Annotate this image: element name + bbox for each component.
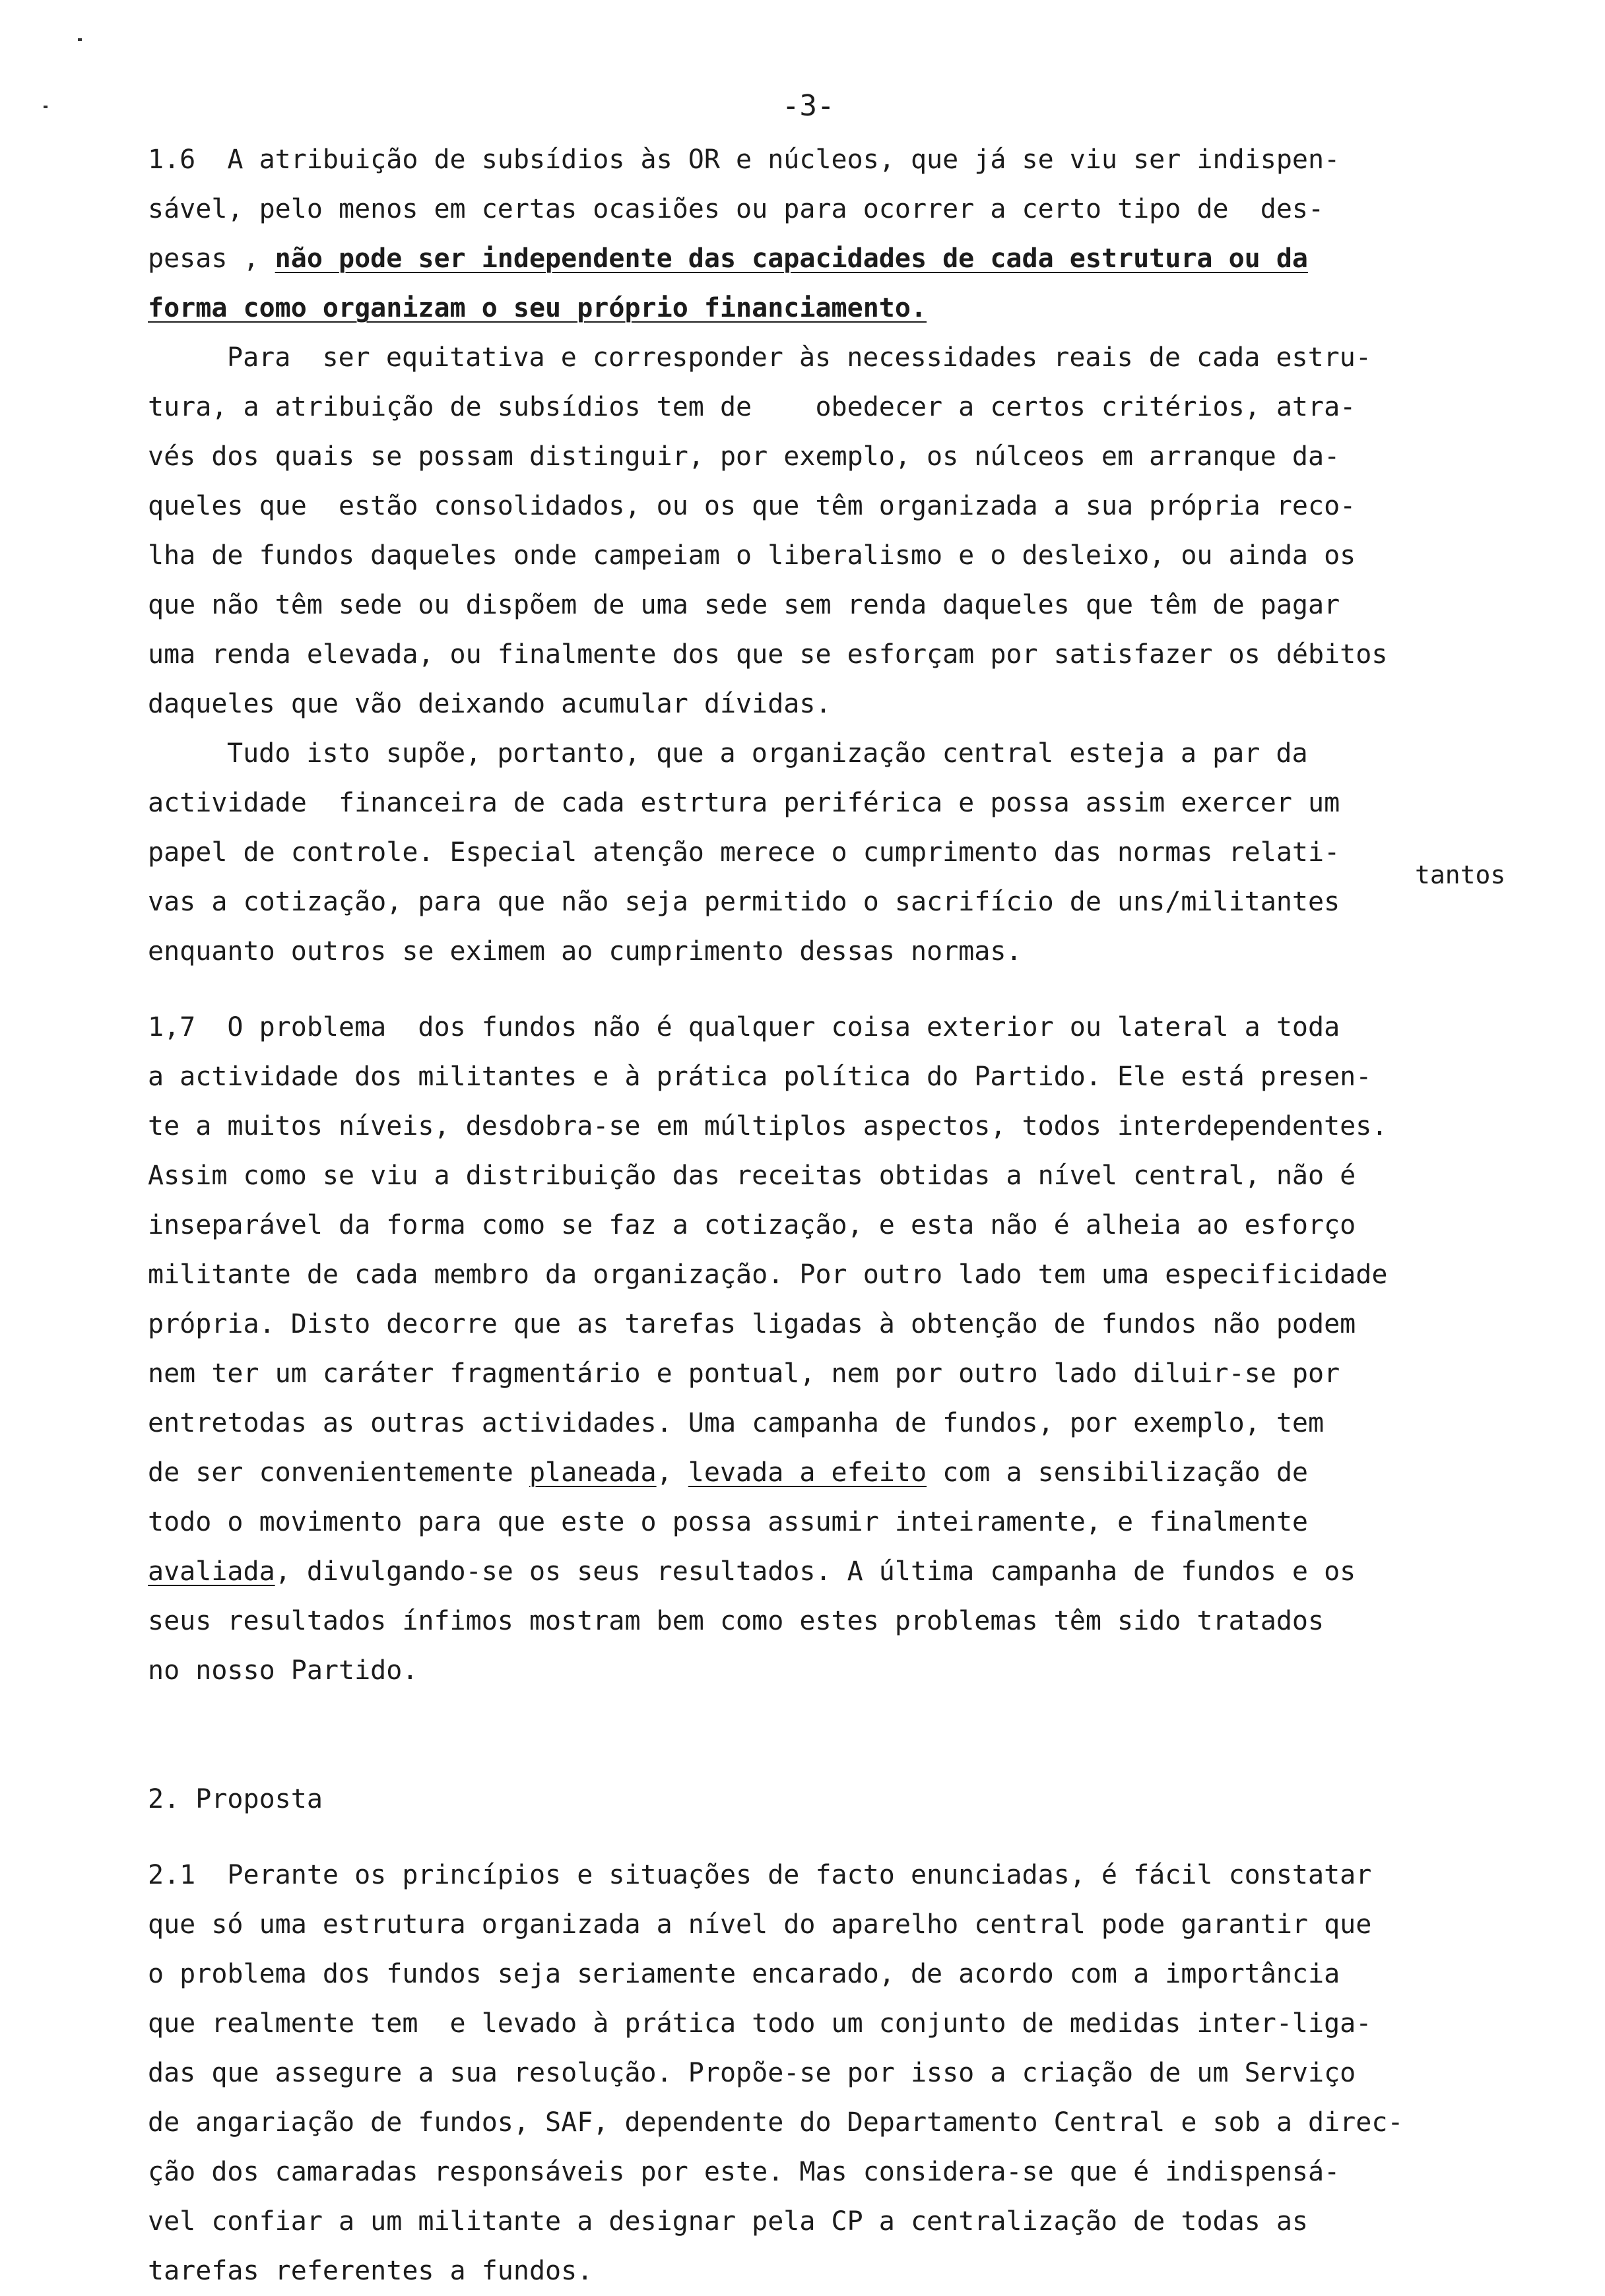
text-line: nem ter um caráter fragmentário e pontual, nem por outro lado diluir-se por: [148, 1358, 1340, 1389]
underlined-phrase: forma como organizam o seu próprio financiamento.: [148, 293, 927, 323]
text-line: daqueles que vão deixando acumular dívidas.: [148, 689, 832, 719]
text-line: Para ser equitativa e corresponder às necessidades reais de cada estru-: [227, 342, 1371, 373]
underlined-phrase: não pode ser independente das capacidades de cada estrutura ou da: [275, 243, 1308, 274]
text-line: Tudo isto supõe, portanto, que a organização central esteja a par da: [227, 738, 1308, 769]
text-line: [148, 1448, 1560, 1498]
text-line: 1.6 A atribuição de subsídios às OR e núcleos, que já se viu ser indispen-: [148, 144, 1340, 175]
scan-speck: [44, 106, 48, 108]
underlined-phrase: levada a efeito: [688, 1457, 927, 1488]
scan-speck: [78, 38, 82, 41]
document-body: [148, 135, 1560, 2296]
text-segment: , divulgando-se os seus resultados. A última campanha de fundos e os: [275, 1556, 1356, 1587]
text-line: entretodas as outras actividades. Uma campanha de fundos, por exemplo, tem: [148, 1408, 1325, 1438]
text-line: vés dos quais se possam distinguir, por exemplo, os núlceos em arranque da-: [148, 441, 1340, 472]
text-line: no nosso Partido.: [148, 1655, 418, 1686]
text-line: própria. Disto decorre que as tarefas ligadas à obtenção de fundos não podem: [148, 1309, 1356, 1339]
text-segment: ,: [656, 1457, 688, 1488]
text-line: o problema dos fundos seja seriamente encarado, de acordo com a importância: [148, 1959, 1340, 1989]
text-line: actividade financeira de cada estrtura periférica e possa assim exercer um: [148, 788, 1340, 818]
text-line: 1,7 O problema dos fundos não é qualquer coisa exterior ou lateral a toda: [148, 1012, 1340, 1042]
text-line: todo o movimento para que este o possa assumir inteiramente, e finalmente: [148, 1507, 1308, 1537]
text-line: sável, pelo menos em certas ocasiões ou para ocorrer a certo tipo de des-: [148, 194, 1325, 224]
text-line: militante de cada membro da organização. Por outro lado tem uma especificidade: [148, 1260, 1388, 1290]
page-number: -3-: [782, 89, 835, 123]
text-line: que só uma estrutura organizada a nível do aparelho central pode garantir que: [148, 1909, 1372, 1940]
text-line: tarefas referentes a fundos.: [148, 2256, 593, 2286]
text-line: de angariação de fundos, SAF, dependente do Departamento Central e sob a direc-: [148, 2107, 1404, 2138]
text-line: ção dos camaradas responsáveis por este. Mas considera-se que é indispensá-: [148, 2157, 1340, 2187]
text-line: lha de fundos daqueles onde campeiam o liberalismo e o desleixo, ou ainda os: [148, 540, 1356, 571]
text-segment: de ser convenientemente: [148, 1457, 529, 1488]
text-segment: com a sensibilização de: [927, 1457, 1308, 1488]
text-line: uma renda elevada, ou finalmente dos que se esforçam por satisfazer os débitos: [148, 639, 1388, 670]
text-line: seus resultados ínfimos mostram bem como estes problemas têm sido tratados: [148, 1606, 1325, 1636]
text-segment: pesas ,: [148, 243, 275, 274]
text-line: que não têm sede ou dispõem de uma sede sem renda daqueles que têm de pagar: [148, 590, 1340, 620]
handwritten-insert: tantos: [1415, 860, 1506, 889]
text-line: enquanto outros se eximem ao cumprimento dessas normas.: [148, 936, 1022, 967]
text-line: das que assegure a sua resolução. Propõe-se por isso a criação de um Serviço: [148, 2058, 1356, 2088]
underlined-word: avaliada: [148, 1556, 275, 1587]
text-line: te a muitos níveis, desdobra-se em múltiplos aspectos, todos interdependentes.: [148, 1111, 1388, 1141]
text-line: [148, 234, 1560, 284]
section-heading: 2. Proposta: [148, 1784, 323, 1814]
text-line: [148, 1547, 1560, 1597]
text-line: queles que estão consolidados, ou os que têm organizada a sua própria reco-: [148, 491, 1356, 521]
text-line: papel de controle. Especial atenção merece o cumprimento das normas relati-: [148, 837, 1340, 868]
text-line: a actividade dos militantes e à prática política do Partido. Ele está presen-: [148, 1062, 1372, 1092]
text-line: inseparável da forma como se faz a cotização, e esta não é alheia ao esforço: [148, 1210, 1356, 1240]
text-line: Assim como se viu a distribuição das receitas obtidas a nível central, não é: [148, 1161, 1356, 1191]
text-segment: vas a cotização, para que não seja permitido o sacrifício de uns/militantes: [148, 887, 1340, 917]
text-line: 2.1 Perante os princípios e situações de facto enunciadas, é fácil constatar: [148, 1860, 1372, 1890]
text-line: tura, a atribuição de subsídios tem de obedecer a certos critérios, atra-: [148, 392, 1356, 422]
text-line: vel confiar a um militante a designar pela CP a centralização de todas as: [148, 2206, 1308, 2237]
text-line: que realmente tem e levado à prática todo um conjunto de medidas inter-liga-: [148, 2008, 1372, 2039]
underlined-word: planeada: [529, 1457, 657, 1488]
text-line: [148, 860, 1560, 927]
